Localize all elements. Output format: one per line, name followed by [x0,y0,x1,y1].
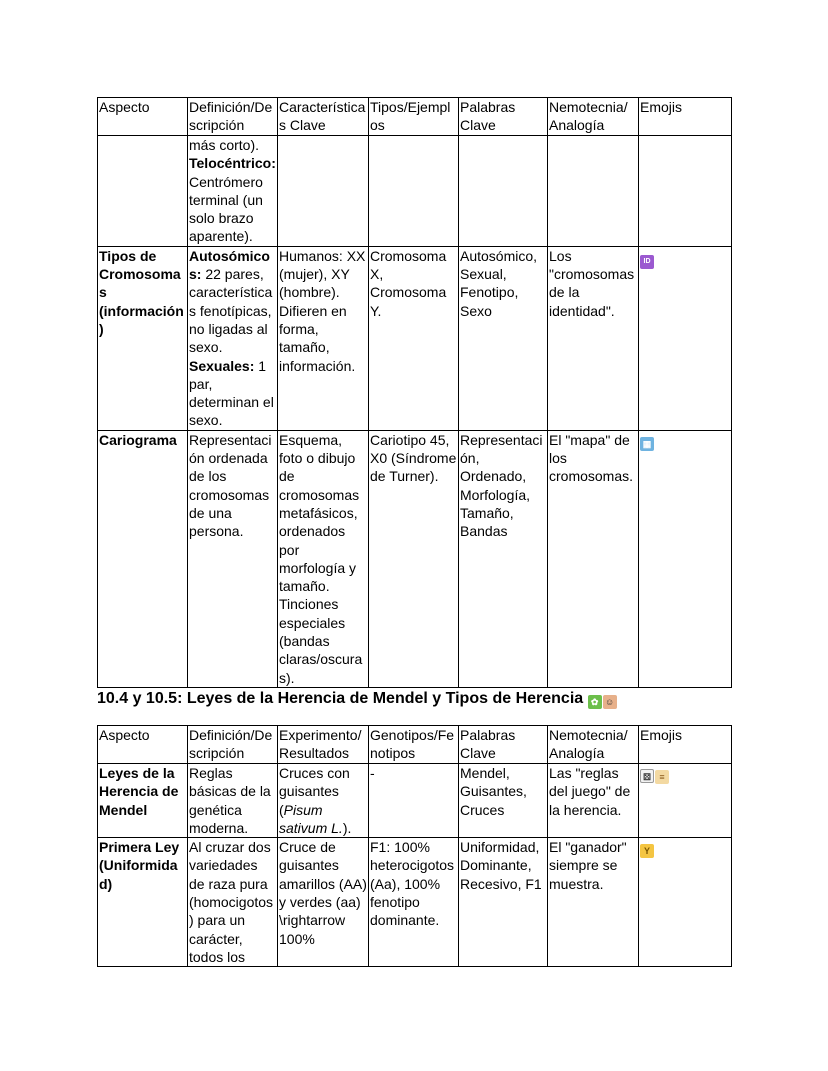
table-cell: Mendel, Guisantes, Cruces [459,763,548,837]
table-row [98,246,732,430]
table-cell: Representación ordenada de los cromosomas de una persona. [188,430,278,687]
table-cell [278,763,369,837]
header-cell: Aspecto [98,98,188,136]
header-cell: Palabras Clave [459,98,548,136]
mendel-table [97,725,732,967]
world-map-icon: ▦ [640,437,654,451]
table-cell: Autosómico, Sexual, Fenotipo, Sexo [459,246,548,430]
table-cell: Esquema, foto o dibujo de cromosomas metafásicos, ordenados por morfología y tamaño. Tinciones especiales (bandas claras/oscuras). [278,430,369,687]
cell-bold-text: Telocéntrico: [189,155,276,172]
section-heading [97,688,731,725]
scientist-icon: ☺ [603,695,617,709]
header-cell: Tipos/Ejemplos [369,98,459,136]
table-cell: - [369,763,459,837]
table-header-row [98,725,732,763]
header-cell: Definición/Descripción [188,98,278,136]
table-cell [369,136,459,247]
cell-bold-text: Autosómicos: [189,247,270,283]
game-die-icon: ⚄ [640,769,654,783]
table-row [98,838,732,967]
table-cell [98,136,188,247]
table-cell [188,136,278,247]
table-cell: El "ganador" siempre se muestra. [548,838,639,967]
table-row [98,430,732,687]
header-cell: Emojis [639,725,732,763]
table-cell: Representación, Ordenado, Morfología, Tamaño, Bandas [459,430,548,687]
table-cell: Al cruzar dos variedades de raza pura (homocigotos) para un carácter, todos los [188,838,278,967]
header-cell: Nemotecnia/ Analogía [548,98,639,136]
cell-text: más corto). [189,137,260,153]
table-cell: F1: 100% heterocigotos (Aa), 100% fenotipo dominante. [369,838,459,967]
header-cell: Genotipos/Fenotipos [369,725,459,763]
table-cell: Las "reglas del juego" de la herencia. [548,763,639,837]
cell-italic-text: Pisum sativum L. [279,801,343,836]
aspect-cell: Leyes de la Herencia de Mendel [98,763,188,837]
header-cell: Palabras Clave [459,725,548,763]
aspect-cell: Tipos de Cromosomas (información) [98,246,188,430]
table-cell [459,136,548,247]
emoji-cell [639,430,732,687]
table-cell: Humanos: XX (mujer), XY (hombre). Difieren en forma, tamaño, información. [278,246,369,430]
emoji-cell [639,763,732,837]
header-cell: Definición/Descripción [188,725,278,763]
emoji-cell [639,246,732,430]
header-cell: Experimento/ Resultados [278,725,369,763]
scroll-icon: ≡ [655,770,669,784]
table-cell: Cromosoma X, Cromosoma Y. [369,246,459,430]
herb-icon: ✿ [588,695,602,709]
table-cell: Cariotipo 45, X0 (Síndrome de Turner). [369,430,459,687]
header-cell: Aspecto [98,725,188,763]
aspect-cell: Cariograma [98,430,188,687]
aspect-cell: Primera Ley (Uniformidad) [98,838,188,967]
header-cell: Emojis [639,98,732,136]
table-cell: El "mapa" de los cromosomas. [548,430,639,687]
table-cell [548,136,639,247]
table-cell: Cruce de guisantes amarillos (AA) y verdes (aa) \rightarrow 100% [278,838,369,967]
table-cell [278,136,369,247]
chromosome-table [97,97,732,688]
section-heading-text: 10.4 y 10.5: Leyes de la Herencia de Mendel y Tipos de Herencia [97,689,584,707]
table-cell [639,136,732,247]
emoji-cell [639,838,732,967]
table-cell: Uniformidad, Dominante, Recesivo, F1 [459,838,548,967]
id-button-icon: ID [640,255,654,269]
header-cell: Nemotecnia/ Analogía [548,725,639,763]
header-cell: Características Clave [278,98,369,136]
table-row [98,136,732,247]
cell-text: 1 par, determinan el sexo. [189,357,274,429]
table-header-row [98,98,732,136]
cell-bold-text: Sexuales: [189,357,255,374]
document-page [97,97,731,967]
table-cell [188,246,278,430]
cell-text: Cruces con guisantes ( [279,764,350,818]
cell-text: 22 pares, características fenotípicas, no ligadas al sexo. [189,266,273,356]
trophy-icon: Y [640,844,654,858]
table-row [98,763,732,837]
table-cell: Reglas básicas de la genética moderna. [188,763,278,837]
cell-text: ). [342,819,352,836]
table-cell: Los "cromosomas de la identidad". [548,246,639,430]
cell-text: Centrómero terminal (un solo brazo aparente). [189,173,263,245]
